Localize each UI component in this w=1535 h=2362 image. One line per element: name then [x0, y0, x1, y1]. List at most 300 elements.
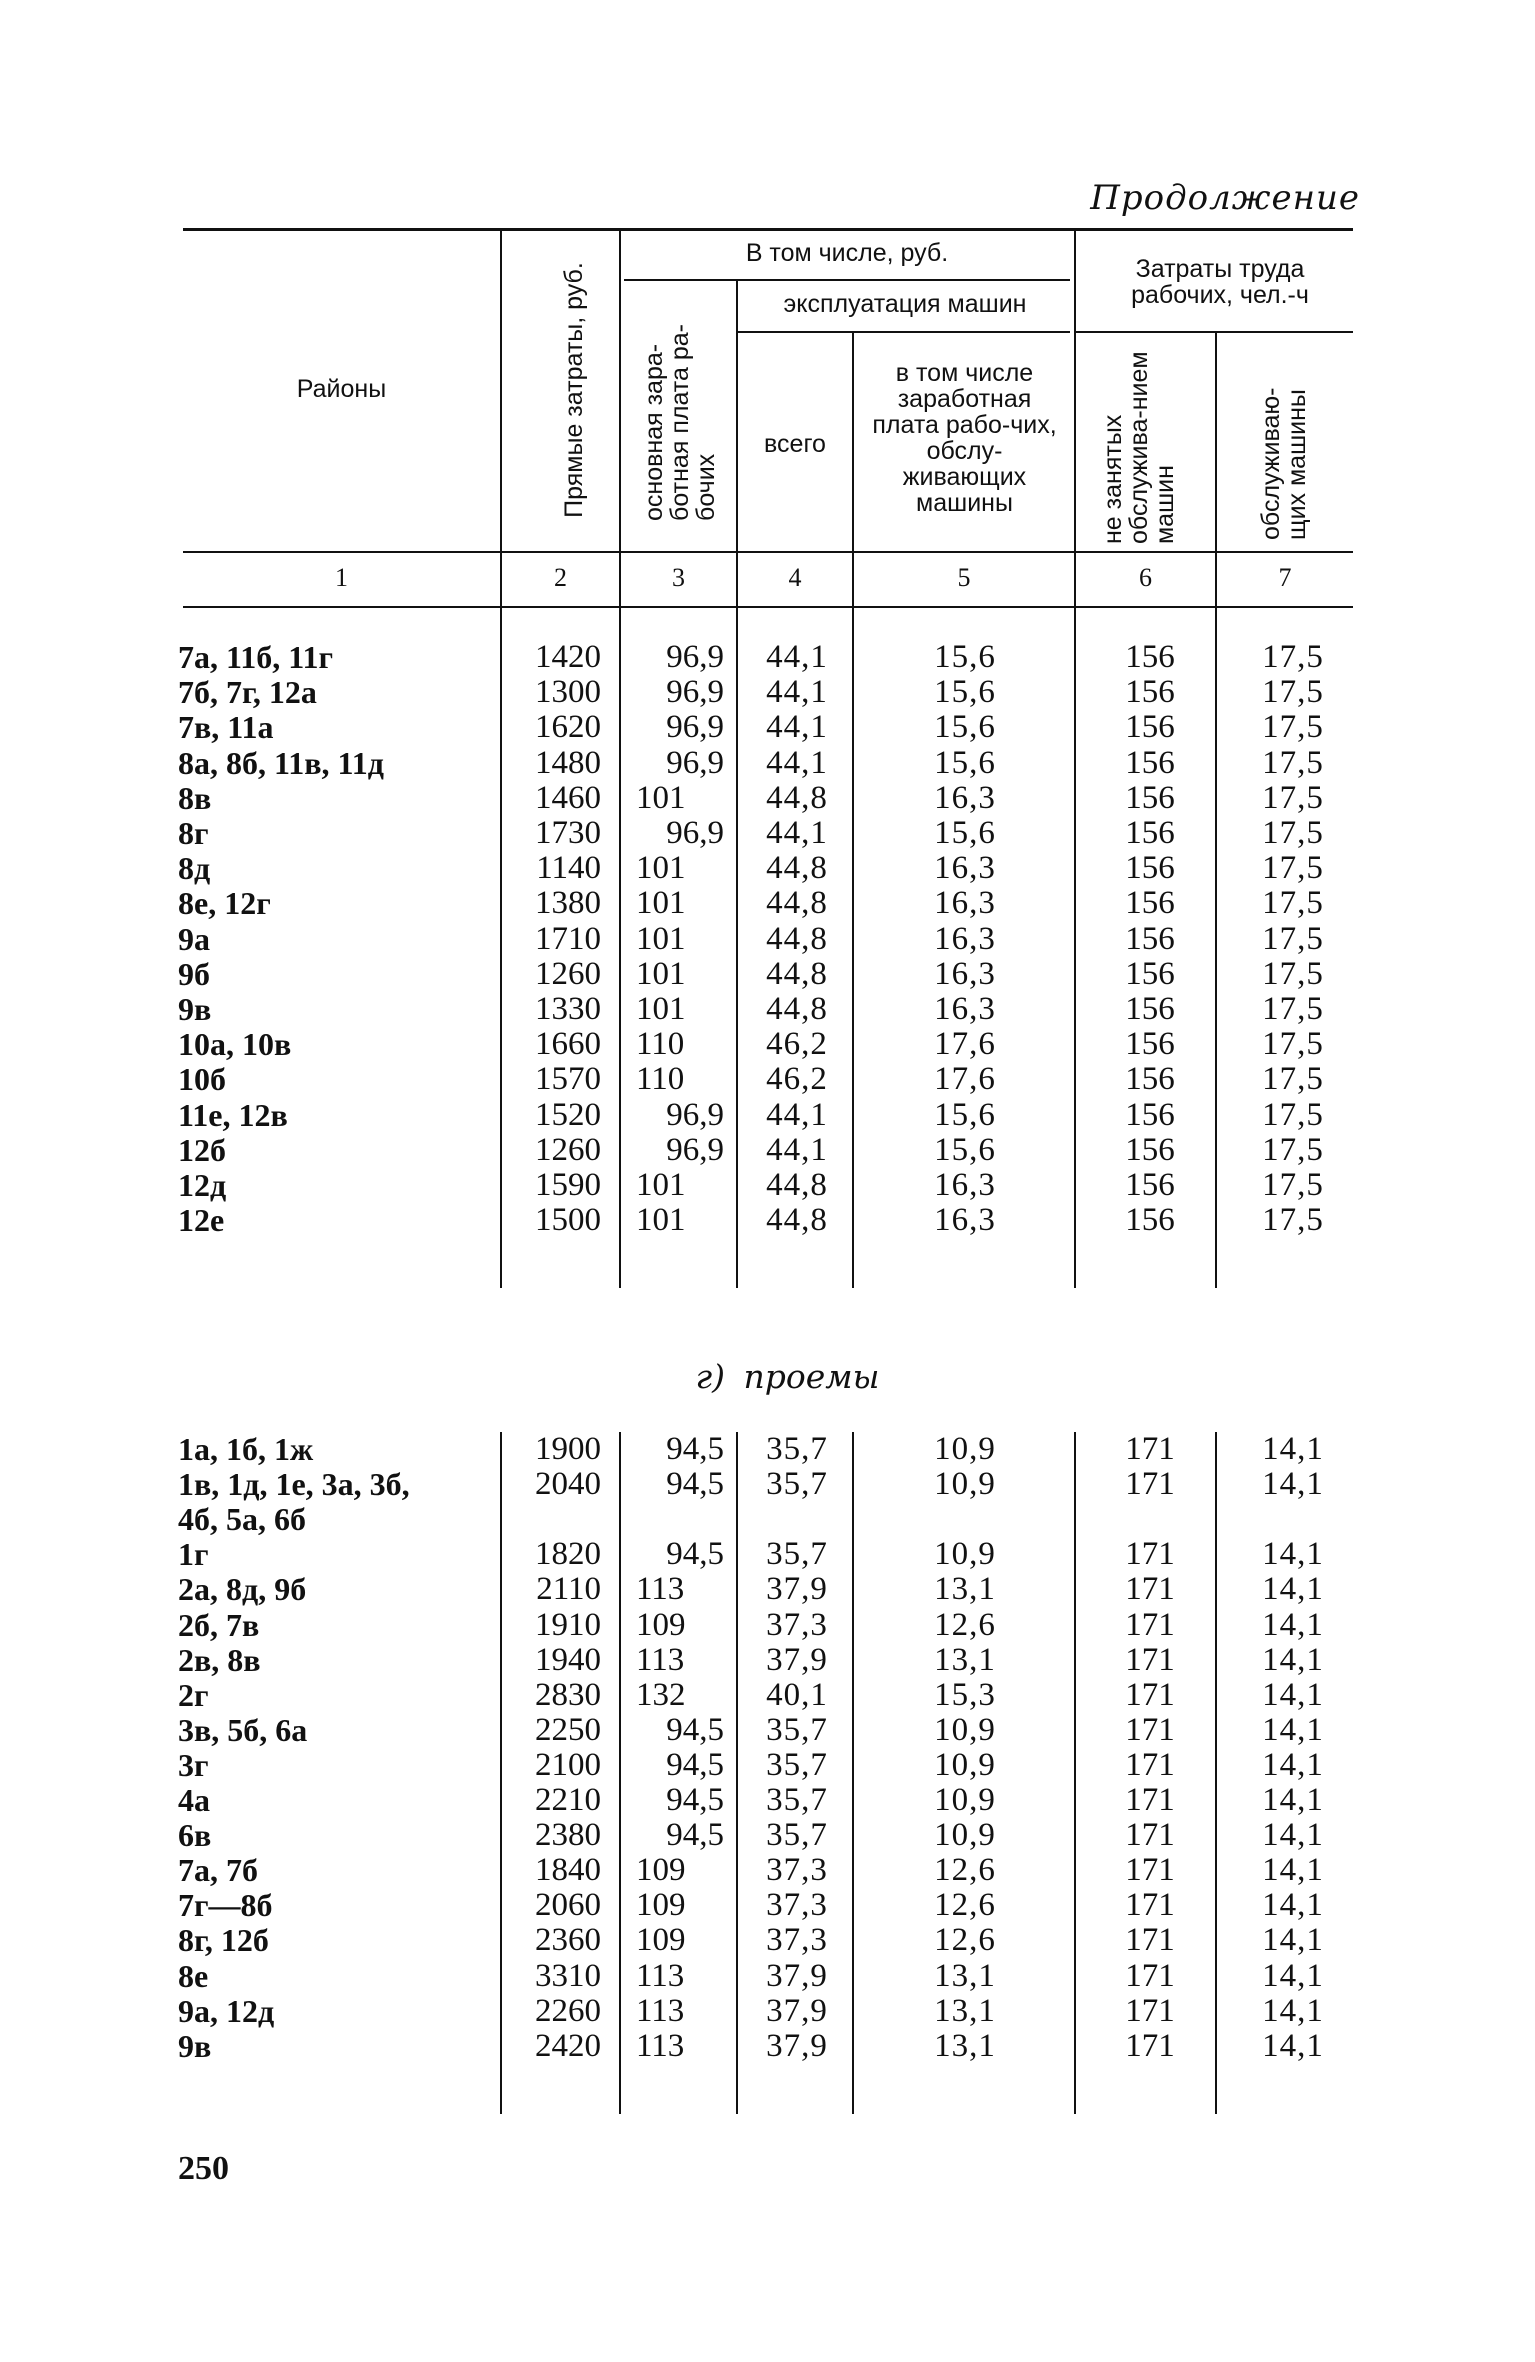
- labor-serving-cell: 14,1: [1262, 1466, 1324, 1503]
- labor-not-busy-cell: 156: [1125, 779, 1175, 816]
- labor-serving-cell: 14,1: [1262, 1817, 1324, 1854]
- direct-costs-cell: 1480: [535, 744, 601, 781]
- region-cell: 1в, 1д, 1е, 3а, 3б,: [178, 1466, 410, 1503]
- labor-not-busy-cell: 171: [1125, 1852, 1175, 1889]
- base-wage-cell: 101: [636, 779, 686, 816]
- region-cell: 7а, 11б, 11г: [178, 639, 333, 675]
- table-row: [0, 1062, 1535, 1097]
- labor-not-busy-cell: 156: [1125, 850, 1175, 887]
- machine-total-cell: 37,9: [766, 1957, 828, 1994]
- header-direct-costs: Прямые затраты, руб.: [560, 262, 588, 518]
- table-row: [0, 1027, 1535, 1062]
- labor-serving-cell: 17,5: [1262, 1096, 1324, 1133]
- machine-total-cell: 44,8: [766, 885, 828, 922]
- region-cell: 4а: [178, 1782, 210, 1818]
- direct-costs-cell: 1260: [535, 1131, 601, 1168]
- direct-costs-cell: 2040: [535, 1466, 601, 1503]
- machine-total-cell: 44,8: [766, 850, 828, 887]
- machine-wage-cell: 10,9: [934, 1431, 996, 1467]
- base-wage-cell: 113: [636, 1571, 685, 1608]
- table-row: [0, 1678, 1535, 1713]
- direct-costs-cell: 2100: [535, 1746, 601, 1783]
- base-wage-cell: 96,9: [666, 815, 724, 851]
- labor-serving-cell: 17,5: [1262, 1167, 1324, 1203]
- colnum-3: 3: [672, 563, 685, 592]
- section-text: проемы: [743, 1357, 880, 1396]
- machine-wage-cell: 16,3: [934, 779, 996, 816]
- machine-total-cell: 37,3: [766, 1887, 828, 1924]
- machine-wage-cell: 13,1: [934, 1641, 996, 1678]
- colnum-bottom-rule: [183, 606, 1353, 608]
- machine-total-cell: 35,7: [766, 1711, 828, 1748]
- direct-costs-cell: 1660: [535, 1026, 601, 1063]
- base-wage-cell: 94,5: [666, 1466, 724, 1503]
- labor-not-busy-cell: 171: [1125, 1431, 1175, 1467]
- table-row: [0, 1818, 1535, 1853]
- machine-wage-cell: 15,3: [934, 1676, 996, 1713]
- machine-wage-cell: 16,3: [934, 1202, 996, 1239]
- direct-costs-cell: 2060: [535, 1887, 601, 1924]
- labor-not-busy-cell: 171: [1125, 1536, 1175, 1573]
- region-cell: 7а, 7б: [178, 1852, 258, 1889]
- colnum-4: 4: [788, 563, 802, 592]
- header-including: В том числе, руб.: [745, 239, 949, 267]
- machine-wage-cell: 15,6: [934, 639, 996, 675]
- table-row: [0, 1432, 1535, 1467]
- machine-total-cell: 35,7: [766, 1466, 828, 1503]
- region-cell: 2б, 7в: [178, 1606, 260, 1643]
- labor-not-busy-cell: 156: [1125, 674, 1175, 711]
- continuation-label: Продолжение: [1090, 178, 1360, 218]
- direct-costs-cell: 1910: [535, 1606, 601, 1643]
- base-wage-cell: 113: [636, 1641, 685, 1678]
- base-wage-cell: 109: [636, 1606, 686, 1643]
- region-cell: 6в: [178, 1817, 212, 1854]
- labor-not-busy-cell: 171: [1125, 1711, 1175, 1748]
- machine-wage-cell: 17,6: [934, 1026, 996, 1063]
- base-wage-cell: 101: [636, 955, 686, 992]
- labor-serving-cell: 14,1: [1262, 1852, 1324, 1889]
- machine-total-cell: 37,9: [766, 2027, 828, 2064]
- labor-not-busy-cell: 156: [1125, 1026, 1175, 1063]
- table-row: [0, 886, 1535, 921]
- direct-costs-cell: 1330: [535, 991, 601, 1027]
- base-wage-cell: 96,9: [666, 744, 724, 781]
- direct-costs-cell: 1140: [536, 850, 601, 887]
- machine-wage-cell: 17,6: [934, 1061, 996, 1098]
- base-wage-cell: 101: [636, 1202, 686, 1239]
- table-row: [0, 1994, 1535, 2029]
- header-machine-operation: эксплуатация машин: [783, 290, 1027, 318]
- machine-wage-cell: 15,6: [934, 1096, 996, 1133]
- machine-total-cell: 44,1: [766, 744, 828, 781]
- table-row: [0, 2029, 1535, 2064]
- direct-costs-cell: 1570: [535, 1061, 601, 1098]
- machine-total-cell: 44,1: [766, 1131, 828, 1168]
- machine-wage-cell: 10,9: [934, 1746, 996, 1783]
- direct-costs-cell: 1730: [535, 815, 601, 851]
- region-cell: 7г—8б: [178, 1887, 273, 1924]
- region-cell: 8д: [178, 850, 211, 887]
- table-row: [0, 992, 1535, 1027]
- region-cell: 3в, 5б, 6а: [178, 1711, 308, 1748]
- table-row: [0, 922, 1535, 957]
- region-cell: 1а, 1б, 1ж: [178, 1431, 314, 1467]
- table-row: [0, 1168, 1535, 1203]
- direct-costs-cell: 3310: [535, 1957, 601, 1994]
- base-wage-cell: 113: [636, 1957, 685, 1994]
- header-total: всего: [764, 430, 826, 458]
- machine-wage-cell: 15,6: [934, 709, 996, 746]
- labor-not-busy-cell: 171: [1125, 1957, 1175, 1994]
- labor-serving-cell: 17,5: [1262, 1131, 1324, 1168]
- base-wage-cell: 101: [636, 885, 686, 922]
- labor-serving-cell: 14,1: [1262, 1606, 1324, 1643]
- table-row: [0, 957, 1535, 992]
- table-row: [0, 816, 1535, 851]
- labor-not-busy-cell: 171: [1125, 1676, 1175, 1713]
- base-wage-cell: 94,5: [666, 1817, 724, 1854]
- base-wage-cell: 113: [636, 1992, 685, 2029]
- direct-costs-cell: 2420: [535, 2027, 601, 2064]
- header-regions: Районы: [296, 375, 387, 403]
- region-cell: 7в, 11а: [178, 709, 274, 746]
- base-wage-cell: 109: [636, 1852, 686, 1889]
- machine-total-cell: 44,8: [766, 955, 828, 992]
- region-cell: 7б, 7г, 12а: [178, 674, 317, 711]
- region-cell: 12д: [178, 1167, 227, 1203]
- base-wage-cell: 96,9: [666, 1131, 724, 1168]
- labor-serving-cell: 14,1: [1262, 2027, 1324, 2064]
- table-row: [0, 675, 1535, 710]
- region-cell: 2а, 8д, 9б: [178, 1571, 307, 1608]
- region-cell: 2в, 8в: [178, 1641, 261, 1678]
- page-number: 250: [178, 2150, 229, 2187]
- colnum-7: 7: [1278, 563, 1292, 592]
- base-wage-cell: 110: [636, 1061, 685, 1098]
- table-row: [0, 1502, 1535, 1537]
- machine-total-cell: 44,8: [766, 920, 828, 957]
- direct-costs-cell: 1820: [535, 1536, 601, 1573]
- including-rule: [624, 279, 1070, 281]
- labor-not-busy-cell: 171: [1125, 1641, 1175, 1678]
- base-wage-cell: 96,9: [666, 1096, 724, 1133]
- base-wage-cell: 96,9: [666, 674, 724, 711]
- direct-costs-cell: 2830: [535, 1676, 601, 1713]
- machine-wage-cell: 13,1: [934, 2027, 996, 2064]
- direct-costs-cell: 1420: [535, 639, 601, 675]
- machine-total-cell: 44,8: [766, 991, 828, 1027]
- direct-costs-cell: 2250: [535, 1711, 601, 1748]
- labor-not-busy-cell: 156: [1125, 1167, 1175, 1203]
- region-cell: 11е, 12в: [178, 1096, 288, 1133]
- machine-wage-cell: 16,3: [934, 920, 996, 957]
- base-wage-cell: 101: [636, 850, 686, 887]
- machine-wage-cell: 10,9: [934, 1817, 996, 1854]
- base-wage-cell: 94,5: [666, 1536, 724, 1573]
- base-wage-cell: 110: [636, 1026, 685, 1063]
- labor-serving-cell: 14,1: [1262, 1536, 1324, 1573]
- base-wage-cell: 94,5: [666, 1431, 724, 1467]
- machine-total-cell: 35,7: [766, 1782, 828, 1818]
- region-cell: 9а: [178, 920, 210, 957]
- labor-not-busy-cell: 156: [1125, 1131, 1175, 1168]
- labor-serving-cell: 17,5: [1262, 850, 1324, 887]
- section-letter: г): [695, 1357, 726, 1396]
- direct-costs-cell: 1500: [535, 1202, 601, 1239]
- direct-costs-cell: 1520: [535, 1096, 601, 1133]
- labor-not-busy-cell: 171: [1125, 1782, 1175, 1818]
- direct-costs-cell: 1590: [535, 1167, 601, 1203]
- table-row: [0, 781, 1535, 816]
- labor-serving-cell: 14,1: [1262, 1887, 1324, 1924]
- labor-not-busy-cell: 171: [1125, 2027, 1175, 2064]
- labor-not-busy-cell: 171: [1125, 1606, 1175, 1643]
- machine-total-cell: 44,1: [766, 709, 828, 746]
- region-cell: 9а, 12д: [178, 1992, 275, 2029]
- region-cell: 12е: [178, 1202, 225, 1239]
- labor-not-busy-cell: 171: [1125, 1992, 1175, 2029]
- region-cell: 8е: [178, 1957, 209, 1994]
- table-row: [0, 746, 1535, 781]
- region-cell: 12б: [178, 1131, 226, 1168]
- direct-costs-cell: 2210: [535, 1782, 601, 1818]
- table-row: [0, 1098, 1535, 1133]
- table-row: [0, 640, 1535, 675]
- labor-not-busy-cell: 156: [1125, 744, 1175, 781]
- machine-total-cell: 35,7: [766, 1431, 828, 1467]
- region-cell: 1г: [178, 1536, 209, 1573]
- region-cell: 10б: [178, 1061, 226, 1098]
- direct-costs-cell: 2360: [535, 1922, 601, 1959]
- machine-total-cell: 46,2: [766, 1026, 828, 1063]
- machine-wage-cell: 16,3: [934, 885, 996, 922]
- labor-serving-cell: 17,5: [1262, 1202, 1324, 1239]
- labor-serving-cell: 17,5: [1262, 991, 1324, 1027]
- labor-serving-cell: 17,5: [1262, 779, 1324, 816]
- region-cell: 8а, 8б, 11в, 11д: [178, 744, 384, 781]
- machine-wage-cell: 15,6: [934, 815, 996, 851]
- region-cell: 9б: [178, 955, 210, 992]
- header-including-wage: в том числе заработная плата рабо-чих, обслу-живающих машины: [872, 359, 1057, 517]
- labor-serving-cell: 14,1: [1262, 1782, 1324, 1818]
- table-row: [0, 1203, 1535, 1238]
- header-labor-costs: Затраты труда рабочих, чел.-ч: [1131, 255, 1309, 309]
- machine-wage-cell: 12,6: [934, 1852, 996, 1889]
- direct-costs-cell: 2260: [535, 1992, 601, 2029]
- machine-total-cell: 40,1: [766, 1676, 828, 1713]
- machine-total-cell: 37,3: [766, 1852, 828, 1889]
- labor-not-busy-cell: 171: [1125, 1466, 1175, 1503]
- base-wage-cell: 109: [636, 1887, 686, 1924]
- region-cell: 10а, 10в: [178, 1026, 292, 1063]
- base-wage-cell: 132: [636, 1676, 686, 1713]
- region-cell: 8г: [178, 815, 209, 851]
- labor-serving-cell: 17,5: [1262, 885, 1324, 922]
- labor-not-busy-cell: 171: [1125, 1922, 1175, 1959]
- labor-not-busy-cell: 156: [1125, 991, 1175, 1027]
- labor-serving-cell: 14,1: [1262, 1957, 1324, 1994]
- header-base-wage: основная зара-ботная плата ра-бочих: [640, 324, 720, 521]
- section-title: [0, 1357, 1535, 1396]
- direct-costs-cell: 1710: [535, 920, 601, 957]
- base-wage-cell: 94,5: [666, 1782, 724, 1818]
- machine-total-cell: 37,9: [766, 1641, 828, 1678]
- header-serving: обслуживаю-щих машины: [1257, 387, 1311, 540]
- labor-serving-cell: 17,5: [1262, 955, 1324, 992]
- direct-costs-cell: 1620: [535, 709, 601, 746]
- base-wage-cell: 94,5: [666, 1746, 724, 1783]
- machine-total-cell: 44,8: [766, 1167, 828, 1203]
- machine-wage-cell: 15,6: [934, 1131, 996, 1168]
- header-top-rule: [183, 228, 1353, 231]
- direct-costs-cell: 1300: [535, 674, 601, 711]
- machine-total-cell: 35,7: [766, 1536, 828, 1573]
- table-row: [0, 1537, 1535, 1572]
- labor-serving-cell: 14,1: [1262, 1922, 1324, 1959]
- machine-total-cell: 46,2: [766, 1061, 828, 1098]
- labor-serving-cell: 17,5: [1262, 709, 1324, 746]
- labor-serving-cell: 14,1: [1262, 1711, 1324, 1748]
- region-cell: 3г: [178, 1746, 209, 1783]
- base-wage-cell: 101: [636, 920, 686, 957]
- colnum-5: 5: [957, 563, 971, 592]
- machine-wage-cell: 13,1: [934, 1957, 996, 1994]
- labor-not-busy-cell: 171: [1125, 1746, 1175, 1783]
- labor-serving-cell: 17,5: [1262, 1061, 1324, 1098]
- direct-costs-cell: 1460: [535, 779, 601, 816]
- labor-not-busy-cell: 156: [1125, 955, 1175, 992]
- machine-total-cell: 44,1: [766, 674, 828, 711]
- table-row: [0, 1643, 1535, 1678]
- machine-wage-cell: 10,9: [934, 1782, 996, 1818]
- machine-wage-cell: 16,3: [934, 1167, 996, 1203]
- machine-total-cell: 37,9: [766, 1992, 828, 2029]
- table-row: [0, 1572, 1535, 1607]
- base-wage-cell: 101: [636, 1167, 686, 1203]
- machine-total-cell: 44,1: [766, 815, 828, 851]
- region-cell: 8е, 12г: [178, 885, 271, 922]
- machine-wage-cell: 10,9: [934, 1711, 996, 1748]
- direct-costs-cell: 1900: [535, 1431, 601, 1467]
- table-row: [0, 710, 1535, 745]
- machine-wage-cell: 16,3: [934, 991, 996, 1027]
- table-row: [0, 1888, 1535, 1923]
- machine-total-cell: 37,3: [766, 1606, 828, 1643]
- labor-not-busy-cell: 156: [1125, 1061, 1175, 1098]
- machine-wage-cell: 12,6: [934, 1887, 996, 1924]
- colnum-6: 6: [1139, 563, 1152, 592]
- machine-total-cell: 44,8: [766, 1202, 828, 1239]
- machine-wage-cell: 16,3: [934, 955, 996, 992]
- labor-not-busy-cell: 156: [1125, 639, 1175, 675]
- labor-not-busy-cell: 156: [1125, 1202, 1175, 1239]
- machines-rule: [738, 331, 1070, 333]
- table-row: [0, 1748, 1535, 1783]
- table-row: [0, 1853, 1535, 1888]
- machine-total-cell: 44,1: [766, 639, 828, 675]
- labor-serving-cell: 14,1: [1262, 1992, 1324, 2029]
- labor-not-busy-cell: 156: [1125, 709, 1175, 746]
- direct-costs-cell: 1380: [535, 885, 601, 922]
- labor-not-busy-cell: 156: [1125, 885, 1175, 922]
- base-wage-cell: 113: [636, 2027, 685, 2064]
- region-cell: 9в: [178, 2027, 212, 2064]
- labor-not-busy-cell: 156: [1125, 815, 1175, 851]
- region-cell: 8в: [178, 779, 212, 816]
- header-not-busy: не занятых обслужива-нием машин: [1099, 351, 1179, 544]
- machine-wage-cell: 12,6: [934, 1606, 996, 1643]
- colnum-2: 2: [554, 563, 567, 592]
- labor-serving-cell: 14,1: [1262, 1746, 1324, 1783]
- labor-not-busy-cell: 156: [1125, 1096, 1175, 1133]
- labor-serving-cell: 14,1: [1262, 1571, 1324, 1608]
- table-row: [0, 1959, 1535, 1994]
- machine-total-cell: 35,7: [766, 1746, 828, 1783]
- labor-serving-cell: 17,5: [1262, 1026, 1324, 1063]
- labor-serving-cell: 14,1: [1262, 1641, 1324, 1678]
- labor-serving-cell: 17,5: [1262, 639, 1324, 675]
- region-cell: 4б, 5а, 6б: [178, 1501, 306, 1538]
- machine-wage-cell: 13,1: [934, 1571, 996, 1608]
- region-cell: 9в: [178, 991, 212, 1027]
- direct-costs-cell: 2110: [536, 1571, 601, 1608]
- table-row: [0, 1608, 1535, 1643]
- region-cell: 2г: [178, 1676, 209, 1713]
- base-wage-cell: 94,5: [666, 1711, 724, 1748]
- direct-costs-cell: 1260: [535, 955, 601, 992]
- labor-serving-cell: 17,5: [1262, 744, 1324, 781]
- machine-total-cell: 44,8: [766, 779, 828, 816]
- table-row: [0, 1783, 1535, 1818]
- labor-not-busy-cell: 171: [1125, 1817, 1175, 1854]
- machine-total-cell: 37,3: [766, 1922, 828, 1959]
- machine-wage-cell: 10,9: [934, 1466, 996, 1503]
- colnum-1: 1: [335, 563, 348, 592]
- machine-wage-cell: 15,6: [934, 744, 996, 781]
- machine-wage-cell: 15,6: [934, 674, 996, 711]
- base-wage-cell: 96,9: [666, 709, 724, 746]
- direct-costs-cell: 2380: [535, 1817, 601, 1854]
- base-wage-cell: 109: [636, 1922, 686, 1959]
- table-row: [0, 1133, 1535, 1168]
- machine-total-cell: 37,9: [766, 1571, 828, 1608]
- labor-not-busy-cell: 156: [1125, 920, 1175, 957]
- region-cell: 8г, 12б: [178, 1922, 269, 1959]
- labor-serving-cell: 17,5: [1262, 674, 1324, 711]
- table-row: [0, 851, 1535, 886]
- table-row: [0, 1713, 1535, 1748]
- base-wage-cell: 96,9: [666, 639, 724, 675]
- machine-wage-cell: 12,6: [934, 1922, 996, 1959]
- machine-wage-cell: 13,1: [934, 1992, 996, 2029]
- table-row: [0, 1467, 1535, 1502]
- labor-serving-cell: 14,1: [1262, 1676, 1324, 1713]
- labor-serving-cell: 17,5: [1262, 815, 1324, 851]
- table-row: [0, 1923, 1535, 1958]
- direct-costs-cell: 1840: [535, 1852, 601, 1889]
- header-bottom-rule: [183, 551, 1353, 553]
- direct-costs-cell: 1940: [535, 1641, 601, 1678]
- machine-wage-cell: 16,3: [934, 850, 996, 887]
- labor-serving-cell: 14,1: [1262, 1431, 1324, 1467]
- machine-wage-cell: 10,9: [934, 1536, 996, 1573]
- labor-serving-cell: 17,5: [1262, 920, 1324, 957]
- machine-total-cell: 35,7: [766, 1817, 828, 1854]
- labor-not-busy-cell: 171: [1125, 1887, 1175, 1924]
- base-wage-cell: 101: [636, 991, 686, 1027]
- labor-not-busy-cell: 171: [1125, 1571, 1175, 1608]
